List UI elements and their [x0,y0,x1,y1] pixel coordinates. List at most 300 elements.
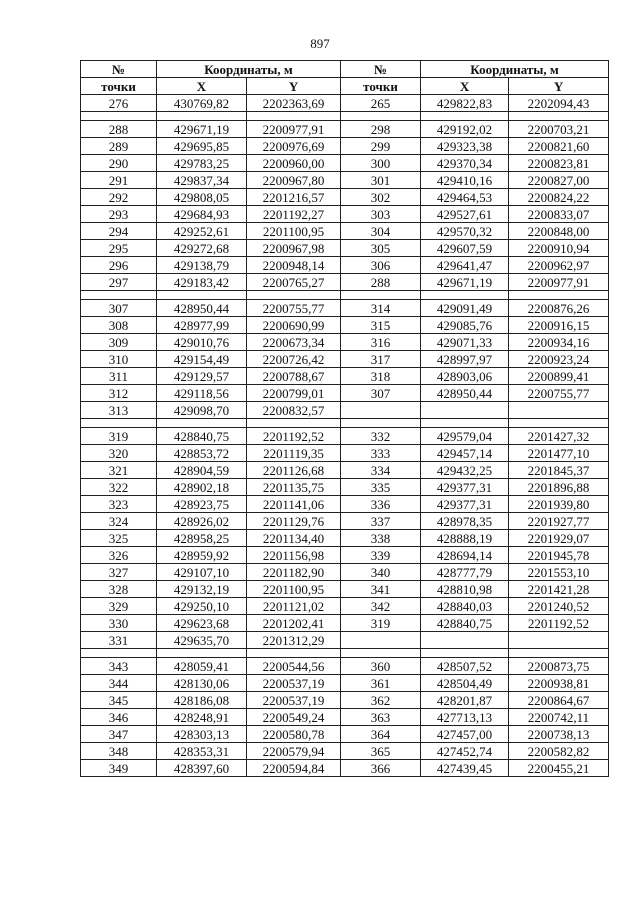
right-x-coordinate-cell [421,291,509,300]
left-point-number-cell: 348 [81,743,157,760]
right-x-coordinate-cell: 429822,83 [421,95,509,112]
right-point-number-cell: 340 [341,564,421,581]
right-y-coordinate-cell [509,291,609,300]
left-point-number-cell: 320 [81,445,157,462]
right-y-coordinate-cell: 2201896,88 [509,479,609,496]
left-y-coordinate-cell [247,419,341,428]
right-point-number-cell: 316 [341,334,421,351]
right-point-number-cell: 332 [341,428,421,445]
right-x-coordinate-cell: 428840,03 [421,598,509,615]
left-x-coordinate-cell: 428853,72 [157,445,247,462]
right-x-coordinate-cell: 429377,31 [421,479,509,496]
left-y-coordinate-cell: 2200967,80 [247,172,341,189]
coordinates-header-right: Координаты, м [421,61,609,78]
left-point-number-cell: 313 [81,402,157,419]
left-x-coordinate-cell: 429250,10 [157,598,247,615]
left-x-coordinate-cell: 429138,79 [157,257,247,274]
right-point-number-cell [341,112,421,121]
table-row [81,462,609,479]
right-y-coordinate-cell: 2201939,80 [509,496,609,513]
right-x-coordinate-cell: 429370,34 [421,155,509,172]
right-point-number-cell: 361 [341,675,421,692]
left-point-number-cell: 322 [81,479,157,496]
x-header-left: X [157,78,247,95]
right-x-coordinate-cell: 427457,00 [421,726,509,743]
right-y-coordinate-cell [509,649,609,658]
right-y-coordinate-cell: 2201945,78 [509,547,609,564]
left-y-coordinate-cell: 2201216,57 [247,189,341,206]
right-point-number-cell: 366 [341,760,421,777]
left-y-coordinate-cell: 2201100,95 [247,223,341,240]
left-x-coordinate-cell: 429098,70 [157,402,247,419]
table-row [81,257,609,274]
point-number-header-right: № [341,61,421,78]
table-row [81,300,609,317]
left-y-coordinate-cell: 2202363,69 [247,95,341,112]
left-y-coordinate-cell: 2201202,41 [247,615,341,632]
right-point-number-cell: 304 [341,223,421,240]
left-point-number-cell: 321 [81,462,157,479]
table-row [81,479,609,496]
right-y-coordinate-cell: 2200876,26 [509,300,609,317]
right-point-number-cell: 363 [341,709,421,726]
left-y-coordinate-cell: 2201192,27 [247,206,341,223]
right-y-coordinate-cell [509,419,609,428]
separator-row [81,291,609,300]
right-x-coordinate-cell [421,402,509,419]
right-y-coordinate-cell: 2201845,37 [509,462,609,479]
left-x-coordinate-cell: 429252,61 [157,223,247,240]
table-row [81,530,609,547]
table-row [81,402,609,419]
left-x-coordinate-cell: 428977,99 [157,317,247,334]
point-number-header-left: № [81,61,157,78]
right-x-coordinate-cell [421,112,509,121]
page-number: 897 [310,36,330,51]
separator-row [81,112,609,121]
left-y-coordinate-cell: 2200976,69 [247,138,341,155]
right-point-number-cell: 318 [341,368,421,385]
right-x-coordinate-cell: 428694,14 [421,547,509,564]
right-point-number-cell: 341 [341,581,421,598]
left-y-coordinate-cell: 2200832,57 [247,402,341,419]
right-point-number-cell: 298 [341,121,421,138]
right-x-coordinate-cell: 429323,38 [421,138,509,155]
left-x-coordinate-cell: 429118,56 [157,385,247,402]
right-y-coordinate-cell [509,402,609,419]
left-point-number-cell: 327 [81,564,157,581]
left-x-coordinate-cell: 428923,75 [157,496,247,513]
left-x-coordinate-cell [157,291,247,300]
left-point-number-cell: 329 [81,598,157,615]
left-point-number-cell: 331 [81,632,157,649]
table-row [81,726,609,743]
left-x-coordinate-cell: 428353,31 [157,743,247,760]
right-x-coordinate-cell: 428888,19 [421,530,509,547]
left-point-number-cell: 289 [81,138,157,155]
table-row [81,317,609,334]
left-y-coordinate-cell: 2201126,68 [247,462,341,479]
right-x-coordinate-cell: 428997,97 [421,351,509,368]
table-row [81,496,609,513]
right-y-coordinate-cell: 2200455,21 [509,760,609,777]
right-y-coordinate-cell: 2200823,81 [509,155,609,172]
right-y-coordinate-cell: 2200923,24 [509,351,609,368]
right-x-coordinate-cell: 429377,31 [421,496,509,513]
right-y-coordinate-cell: 2200742,11 [509,709,609,726]
right-y-coordinate-cell: 2201240,52 [509,598,609,615]
right-point-number-cell: 336 [341,496,421,513]
left-point-number-cell: 330 [81,615,157,632]
right-x-coordinate-cell: 429410,16 [421,172,509,189]
left-x-coordinate-cell: 429808,05 [157,189,247,206]
left-point-number-cell: 345 [81,692,157,709]
left-y-coordinate-cell: 2200580,78 [247,726,341,743]
right-y-coordinate-cell: 2201477,10 [509,445,609,462]
left-y-coordinate-cell [247,649,341,658]
left-y-coordinate-cell: 2200544,56 [247,658,341,675]
left-point-number-cell [81,419,157,428]
left-x-coordinate-cell [157,419,247,428]
right-y-coordinate-cell: 2200962,97 [509,257,609,274]
right-x-coordinate-cell: 429579,04 [421,428,509,445]
left-x-coordinate-cell: 429107,10 [157,564,247,581]
right-point-number-cell [341,291,421,300]
right-x-coordinate-cell [421,632,509,649]
separator-row [81,419,609,428]
y-header-left: Y [247,78,341,95]
left-x-coordinate-cell: 428303,13 [157,726,247,743]
left-y-coordinate-cell: 2201182,90 [247,564,341,581]
left-x-coordinate-cell: 429684,93 [157,206,247,223]
right-point-number-cell: 301 [341,172,421,189]
right-x-coordinate-cell: 428903,06 [421,368,509,385]
table-row [81,240,609,257]
left-x-coordinate-cell: 428958,25 [157,530,247,547]
right-point-number-cell: 265 [341,95,421,112]
left-point-number-cell: 325 [81,530,157,547]
left-x-coordinate-cell: 428130,06 [157,675,247,692]
table-row [81,95,609,112]
left-point-number-cell [81,649,157,658]
left-point-number-cell: 291 [81,172,157,189]
right-point-number-cell [341,419,421,428]
right-x-coordinate-cell: 428840,75 [421,615,509,632]
left-x-coordinate-cell: 428840,75 [157,428,247,445]
separator-row [81,649,609,658]
left-x-coordinate-cell: 428959,92 [157,547,247,564]
y-header-right: Y [509,78,609,95]
left-y-coordinate-cell: 2200960,00 [247,155,341,172]
left-point-number-cell: 292 [81,189,157,206]
left-y-coordinate-cell: 2200673,34 [247,334,341,351]
left-y-coordinate-cell: 2200967,98 [247,240,341,257]
right-x-coordinate-cell: 428201,87 [421,692,509,709]
right-point-number-cell: 317 [341,351,421,368]
left-point-number-cell: 349 [81,760,157,777]
right-point-number-cell: 300 [341,155,421,172]
right-x-coordinate-cell: 429570,32 [421,223,509,240]
right-point-number-cell: 335 [341,479,421,496]
left-x-coordinate-cell: 429154,49 [157,351,247,368]
table-row [81,675,609,692]
right-point-number-cell: 303 [341,206,421,223]
right-x-coordinate-cell [421,419,509,428]
left-point-number-cell: 309 [81,334,157,351]
table-row [81,385,609,402]
table-row [81,172,609,189]
right-x-coordinate-cell: 427713,13 [421,709,509,726]
left-point-number-cell: 347 [81,726,157,743]
left-y-coordinate-cell: 2200549,24 [247,709,341,726]
left-point-number-cell: 343 [81,658,157,675]
left-y-coordinate-cell: 2201121,02 [247,598,341,615]
table-row [81,368,609,385]
left-point-number-cell: 311 [81,368,157,385]
left-y-coordinate-cell: 2201119,35 [247,445,341,462]
right-x-coordinate-cell: 429432,25 [421,462,509,479]
left-y-coordinate-cell [247,112,341,121]
table-row [81,760,609,777]
right-point-number-cell: 299 [341,138,421,155]
right-x-coordinate-cell: 429671,19 [421,274,509,291]
right-point-number-cell: 319 [341,615,421,632]
table-row [81,598,609,615]
right-x-coordinate-cell: 429071,33 [421,334,509,351]
left-point-number-cell: 276 [81,95,157,112]
right-x-coordinate-cell: 428777,79 [421,564,509,581]
right-x-coordinate-cell: 428507,52 [421,658,509,675]
right-x-coordinate-cell: 428504,49 [421,675,509,692]
right-y-coordinate-cell: 2200738,13 [509,726,609,743]
left-y-coordinate-cell: 2200726,42 [247,351,341,368]
left-x-coordinate-cell: 429635,70 [157,632,247,649]
right-y-coordinate-cell: 2200977,91 [509,274,609,291]
left-x-coordinate-cell: 429783,25 [157,155,247,172]
left-point-number-cell: 290 [81,155,157,172]
table-row [81,138,609,155]
left-y-coordinate-cell: 2200799,01 [247,385,341,402]
table-row [81,274,609,291]
table-row [81,743,609,760]
right-x-coordinate-cell: 427452,74 [421,743,509,760]
left-point-number-cell [81,291,157,300]
left-y-coordinate-cell: 2201100,95 [247,581,341,598]
left-y-coordinate-cell: 2200948,14 [247,257,341,274]
right-y-coordinate-cell: 2200848,00 [509,223,609,240]
coordinates-table [80,60,609,777]
left-x-coordinate-cell: 428926,02 [157,513,247,530]
left-x-coordinate-cell: 428186,08 [157,692,247,709]
left-x-coordinate-cell: 429010,76 [157,334,247,351]
right-x-coordinate-cell: 428810,98 [421,581,509,598]
right-y-coordinate-cell: 2200755,77 [509,385,609,402]
left-point-number-cell: 308 [81,317,157,334]
right-y-coordinate-cell: 2201427,32 [509,428,609,445]
table-row [81,155,609,172]
left-y-coordinate-cell: 2200690,99 [247,317,341,334]
left-y-coordinate-cell: 2200765,27 [247,274,341,291]
left-y-coordinate-cell: 2201156,98 [247,547,341,564]
right-x-coordinate-cell: 428978,35 [421,513,509,530]
right-y-coordinate-cell [509,632,609,649]
left-y-coordinate-cell: 2201134,40 [247,530,341,547]
right-y-coordinate-cell: 2200916,15 [509,317,609,334]
left-x-coordinate-cell: 429129,57 [157,368,247,385]
left-x-coordinate-cell: 429671,19 [157,121,247,138]
left-x-coordinate-cell: 429183,42 [157,274,247,291]
right-y-coordinate-cell: 2200821,60 [509,138,609,155]
right-y-coordinate-cell: 2201421,28 [509,581,609,598]
table-row [81,428,609,445]
left-x-coordinate-cell: 429695,85 [157,138,247,155]
right-x-coordinate-cell [421,649,509,658]
right-y-coordinate-cell: 2201553,10 [509,564,609,581]
left-point-number-cell: 307 [81,300,157,317]
left-point-number-cell: 295 [81,240,157,257]
right-point-number-cell: 305 [341,240,421,257]
right-point-number-cell: 302 [341,189,421,206]
right-point-number-cell: 334 [341,462,421,479]
left-point-number-cell: 346 [81,709,157,726]
right-y-coordinate-cell: 2200582,82 [509,743,609,760]
table-row [81,206,609,223]
left-point-number-cell: 310 [81,351,157,368]
left-y-coordinate-cell: 2201135,75 [247,479,341,496]
table-row [81,632,609,649]
table-row [81,564,609,581]
left-point-number-cell: 312 [81,385,157,402]
right-point-number-cell: 307 [341,385,421,402]
right-y-coordinate-cell: 2200864,67 [509,692,609,709]
left-point-number-cell: 293 [81,206,157,223]
right-y-coordinate-cell: 2201929,07 [509,530,609,547]
left-x-coordinate-cell: 428248,91 [157,709,247,726]
right-y-coordinate-cell [509,112,609,121]
table-row [81,581,609,598]
left-y-coordinate-cell: 2201129,76 [247,513,341,530]
right-x-coordinate-cell: 429527,61 [421,206,509,223]
left-point-number-cell [81,112,157,121]
right-x-coordinate-cell: 429457,14 [421,445,509,462]
point-label-left: точки [81,78,157,95]
table-row [81,615,609,632]
left-x-coordinate-cell [157,112,247,121]
left-x-coordinate-cell: 429837,34 [157,172,247,189]
table-body [81,95,609,777]
right-point-number-cell [341,632,421,649]
left-y-coordinate-cell: 2200537,19 [247,692,341,709]
table-header [81,61,609,95]
left-y-coordinate-cell: 2200537,19 [247,675,341,692]
right-y-coordinate-cell: 2200824,22 [509,189,609,206]
right-x-coordinate-cell: 429091,49 [421,300,509,317]
coordinates-header-left: Координаты, м [157,61,341,78]
right-point-number-cell: 360 [341,658,421,675]
right-y-coordinate-cell: 2200910,94 [509,240,609,257]
left-y-coordinate-cell: 2201312,29 [247,632,341,649]
right-point-number-cell: 364 [341,726,421,743]
right-y-coordinate-cell: 2200703,21 [509,121,609,138]
left-point-number-cell: 326 [81,547,157,564]
table-row [81,547,609,564]
right-point-number-cell: 339 [341,547,421,564]
left-y-coordinate-cell [247,291,341,300]
right-y-coordinate-cell: 2200833,07 [509,206,609,223]
right-y-coordinate-cell: 2201192,52 [509,615,609,632]
left-point-number-cell: 288 [81,121,157,138]
left-point-number-cell: 294 [81,223,157,240]
right-x-coordinate-cell: 427439,45 [421,760,509,777]
left-y-coordinate-cell: 2200594,84 [247,760,341,777]
right-point-number-cell: 306 [341,257,421,274]
right-point-number-cell: 365 [341,743,421,760]
right-x-coordinate-cell: 429464,53 [421,189,509,206]
left-x-coordinate-cell: 428950,44 [157,300,247,317]
right-x-coordinate-cell: 428950,44 [421,385,509,402]
table-row [81,445,609,462]
x-header-right: X [421,78,509,95]
right-y-coordinate-cell: 2200938,81 [509,675,609,692]
right-y-coordinate-cell: 2200827,00 [509,172,609,189]
left-point-number-cell: 344 [81,675,157,692]
point-label-right: точки [341,78,421,95]
left-y-coordinate-cell: 2200579,94 [247,743,341,760]
left-y-coordinate-cell: 2201192,52 [247,428,341,445]
table-row [81,351,609,368]
left-x-coordinate-cell: 428904,59 [157,462,247,479]
right-point-number-cell [341,402,421,419]
right-x-coordinate-cell: 429607,59 [421,240,509,257]
table-row [81,189,609,206]
right-y-coordinate-cell: 2202094,43 [509,95,609,112]
table-row [81,692,609,709]
table-row [81,513,609,530]
table-row [81,223,609,240]
right-point-number-cell: 338 [341,530,421,547]
left-x-coordinate-cell: 429623,68 [157,615,247,632]
left-x-coordinate-cell: 428397,60 [157,760,247,777]
right-y-coordinate-cell: 2200934,16 [509,334,609,351]
table-row [81,121,609,138]
table-row [81,334,609,351]
left-y-coordinate-cell: 2200755,77 [247,300,341,317]
right-point-number-cell: 342 [341,598,421,615]
right-x-coordinate-cell: 429192,02 [421,121,509,138]
right-point-number-cell: 315 [341,317,421,334]
left-point-number-cell: 296 [81,257,157,274]
left-x-coordinate-cell: 429272,68 [157,240,247,257]
left-point-number-cell: 323 [81,496,157,513]
right-point-number-cell: 337 [341,513,421,530]
left-x-coordinate-cell: 430769,82 [157,95,247,112]
left-point-number-cell: 324 [81,513,157,530]
left-y-coordinate-cell: 2200788,67 [247,368,341,385]
right-x-coordinate-cell: 429085,76 [421,317,509,334]
left-x-coordinate-cell: 429132,19 [157,581,247,598]
right-y-coordinate-cell: 2201927,77 [509,513,609,530]
left-point-number-cell: 319 [81,428,157,445]
left-x-coordinate-cell: 428902,18 [157,479,247,496]
right-y-coordinate-cell: 2200873,75 [509,658,609,675]
right-y-coordinate-cell: 2200899,41 [509,368,609,385]
left-y-coordinate-cell: 2201141,06 [247,496,341,513]
right-point-number-cell: 288 [341,274,421,291]
right-point-number-cell: 362 [341,692,421,709]
left-x-coordinate-cell: 428059,41 [157,658,247,675]
left-x-coordinate-cell [157,649,247,658]
left-point-number-cell: 297 [81,274,157,291]
